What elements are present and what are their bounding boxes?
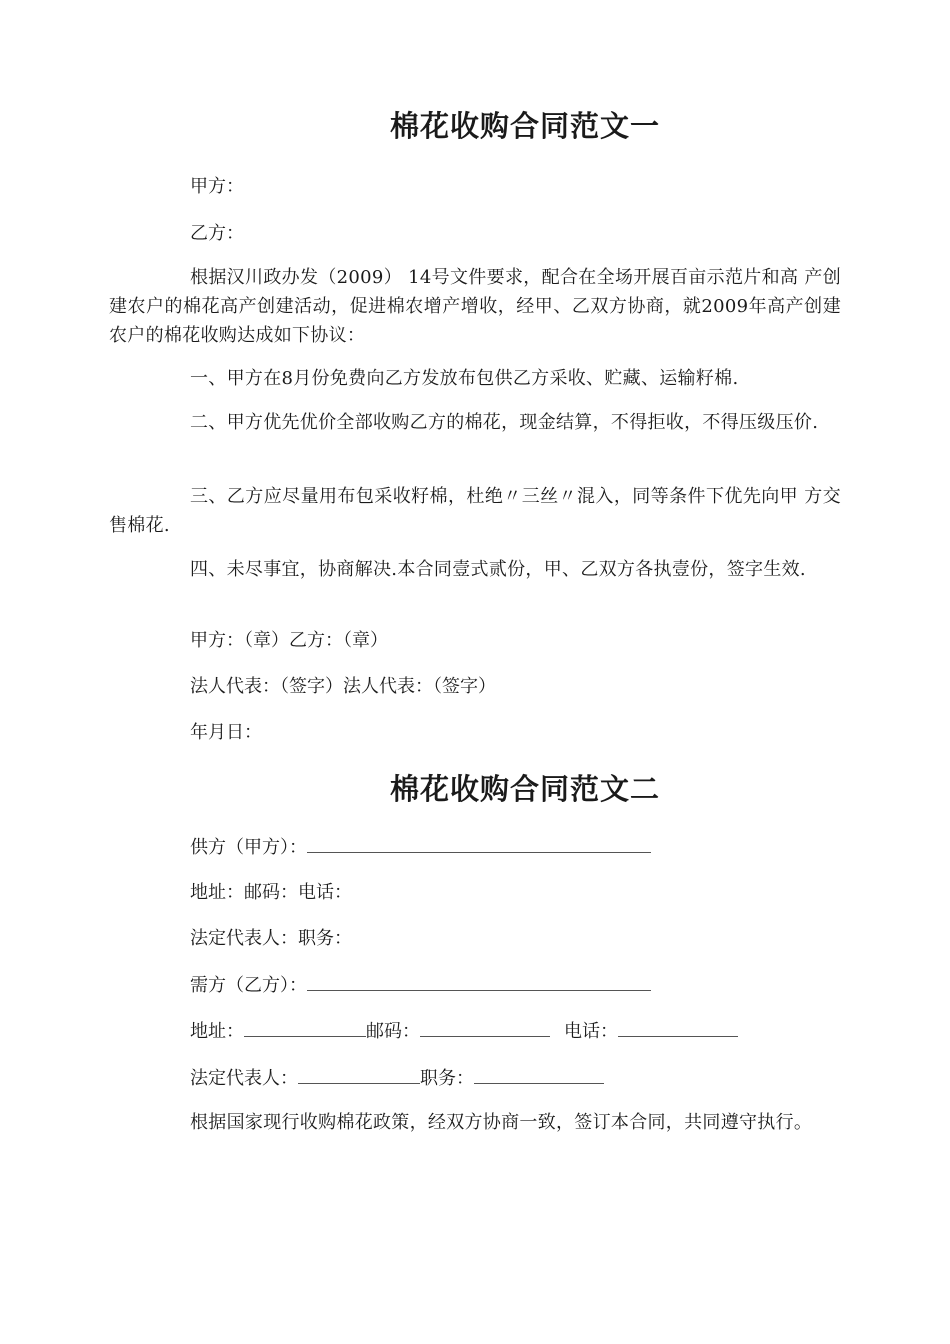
buyer-rep-label: 法定代表人： (190, 1068, 298, 1089)
contract-1-title: 棉花收购合同范文一 (389, 109, 660, 143)
clause-2: 二、甲方优先优价全部收购乙方的棉花，现金结算，不得拒收，不得压级压价. (190, 412, 819, 433)
buyer-address-field[interactable] (244, 1018, 366, 1037)
buyer-contact-row (190, 1018, 738, 1045)
supplier-representative-line: 法定代表人：职务： (190, 928, 352, 949)
buyer-position-field[interactable] (474, 1065, 604, 1084)
buyer-label: 需方（乙方）： (190, 975, 307, 996)
buyer-name-field[interactable] (307, 972, 651, 991)
buyer-row (190, 972, 651, 999)
contract-1-intro: 根据汉川政办发（2009） 14号文件要求，配合在全场开展百亩示范片和高 产创建农户的棉花高产创建活动，促进棉农增产增收，经甲、乙双方协商，就2009年高产创建农户的棉花收购达成如下协议： (109, 267, 841, 346)
supplier-name-field[interactable] (307, 834, 651, 853)
supplier-row (190, 834, 651, 861)
buyer-phone-label: 电话： (564, 1021, 618, 1042)
buyer-zip-label: 邮码： (366, 1021, 420, 1042)
buyer-zip-field[interactable] (420, 1018, 550, 1037)
buyer-address-label: 地址： (190, 1021, 244, 1042)
seal-line: 甲方：（章）乙方：（章） (190, 630, 388, 651)
buyer-representative-row (190, 1065, 604, 1092)
buyer-position-label: 职务： (420, 1068, 474, 1089)
date-line: 年月日： (190, 722, 262, 743)
party-b-label: 乙方： (190, 223, 244, 244)
clause-4: 四、未尽事宜，协商解决.本合同壹式贰份，甲、乙双方各执壹份，签字生效. (190, 559, 806, 580)
buyer-phone-field[interactable] (618, 1018, 738, 1037)
contract-2-title: 棉花收购合同范文二 (389, 772, 660, 806)
supplier-label: 供方（甲方）： (190, 837, 307, 858)
party-a-label: 甲方： (190, 176, 244, 197)
contract-2-intro: 根据国家现行收购棉花政策，经双方协商一致，签订本合同，共同遵守执行。 (190, 1112, 813, 1133)
representative-signature-line: 法人代表：（签字）法人代表：（签字） (190, 676, 496, 697)
clause-1: 一、甲方在8月份免费向乙方发放布包供乙方采收、贮藏、运输籽棉. (190, 368, 739, 389)
buyer-rep-field[interactable] (298, 1065, 420, 1084)
clause-3: 三、乙方应尽量用布包采收籽棉，杜绝〃三丝〃混入，同等条件下优先向甲 方交售棉花. (109, 486, 841, 536)
supplier-contact-line: 地址：邮码：电话： (190, 882, 352, 903)
